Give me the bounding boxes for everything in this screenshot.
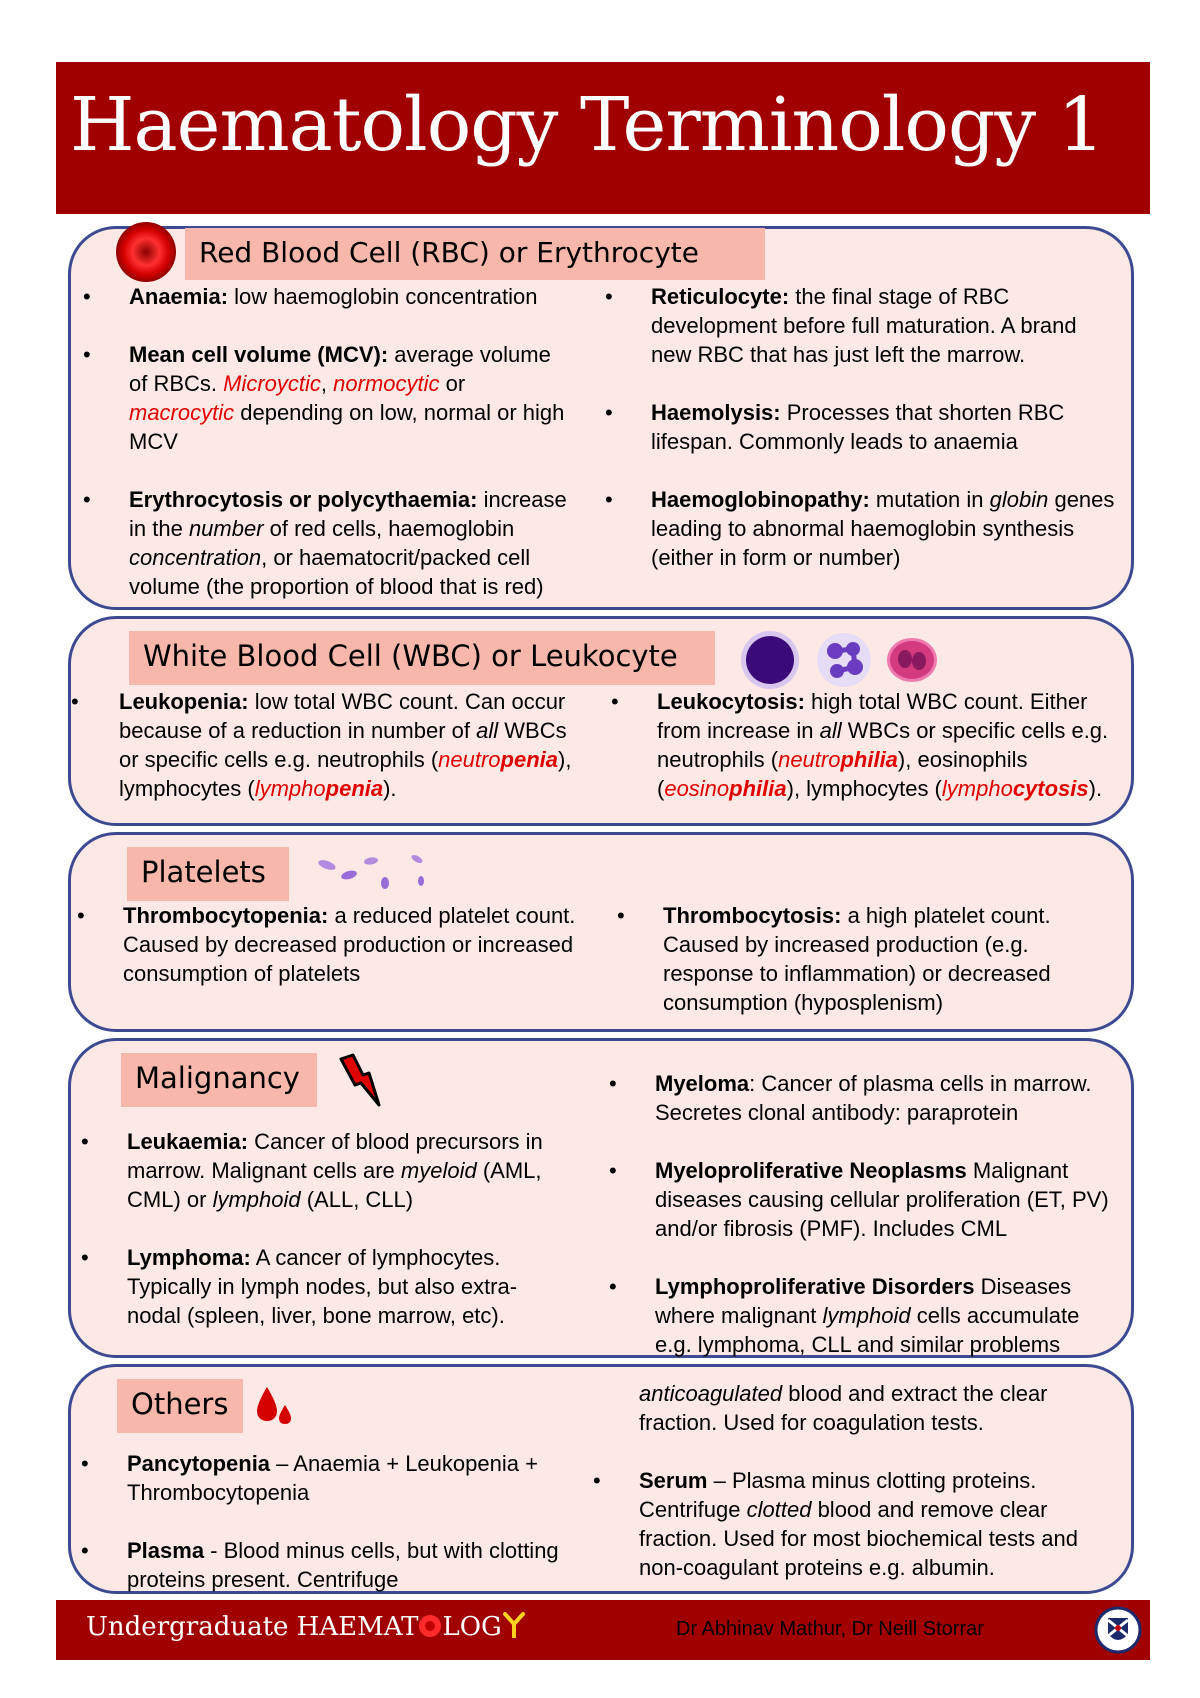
platelets-heading: Platelets (127, 847, 289, 901)
lightning-bolt-icon (337, 1053, 383, 1109)
others-left-column (127, 1449, 577, 1594)
wbc-panel (68, 616, 1134, 826)
platelets-panel (68, 832, 1134, 1032)
footer-brand: Undergraduate HAEMAT LOG (86, 1612, 526, 1642)
rbc-panel (68, 226, 1134, 610)
wbc-right-column (657, 687, 1127, 803)
list-item: • Thrombocytosis: a high platelet count. Caused by increased production (e.g. response to inflammation) or decreased consumption (hyposplenism) (663, 901, 1103, 1017)
list-item: • Anaemia: low haemoglobin concentration (129, 282, 569, 311)
others-panel (68, 1364, 1134, 1594)
platelets-right-column (663, 901, 1103, 1017)
malignancy-panel (68, 1038, 1134, 1358)
page-title: Haematology Terminology 1 (70, 82, 1104, 168)
list-item: • Leukaemia: Cancer of blood precursors in marrow. Malignant cells are myeloid (AML, CML) or lymphoid (ALL, CLL) (127, 1127, 567, 1214)
list-item: • Plasma - Blood minus cells, but with clotting proteins present. Centrifuge (127, 1536, 577, 1594)
list-item: • Lymphoproliferative Disorders Diseases where malignant lymphoid cells accumulate e.g. lymphoma, CLL and similar problems (655, 1272, 1115, 1359)
neutrophil-icon (815, 631, 873, 689)
list-item: • Erythrocytosis or polycythaemia: increase in the number of red cells, haemoglobin concentration, or haematocrit/packed cell volume (the proportion of blood that is red) (129, 485, 569, 601)
list-item: • Myeloma: Cancer of plasma cells in marrow. Secretes clonal antibody: paraprotein (655, 1069, 1115, 1127)
list-item: • Leukocytosis: high total WBC count. Either from increase in all WBCs or specific cells e.g. neutrophils (neutrophilia), eosinophils (eosinophilia), lymphocytes (lymphocytosis). (657, 687, 1127, 803)
others-heading: Others (117, 1379, 243, 1433)
blood-drops-icon (255, 1383, 295, 1427)
list-item: • Haemolysis: Processes that shorten RBC lifespan. Commonly leads to anaemia (651, 398, 1121, 456)
list-item: • Reticulocyte: the final stage of RBC development before full maturation. A brand new RBC that has just left the marrow. (651, 282, 1121, 369)
antibody-icon (502, 1612, 526, 1638)
rbc-left-column (129, 282, 569, 601)
list-item: • Lymphoma: A cancer of lymphocytes. Typically in lymph nodes, but also extra-nodal (spleen, liver, bone marrow, etc). (127, 1243, 567, 1330)
platelets-icon (313, 849, 433, 899)
malignancy-left-column (127, 1127, 567, 1330)
list-item: • Thrombocytopenia: a reduced platelet count. Caused by decreased production or increased consumption of platelets (123, 901, 583, 988)
list-item: • Leukopenia: low total WBC count. Can occur because of a reduction in number of all WBCs or specific cells e.g. neutrophils (neutropenia), lymphocytes (lymphopenia). (119, 687, 589, 803)
malignancy-heading: Malignancy (121, 1053, 317, 1107)
wbc-heading: White Blood Cell (WBC) or Leukocyte (129, 631, 715, 685)
list-item: • Pancytopenia – Anaemia + Leukopenia + Thrombocytopenia (127, 1449, 577, 1507)
rbc-right-column (651, 282, 1121, 572)
rbc-heading: Red Blood Cell (RBC) or Erythrocyte (185, 228, 765, 280)
wbc-left-column (119, 687, 589, 803)
title-banner (56, 62, 1150, 214)
malignancy-right-column (655, 1069, 1115, 1359)
list-item: • Mean cell volume (MCV): average volume of RBCs. Microyctic, normocytic or macrocytic depending on low, normal or high MCV (129, 340, 569, 456)
red-blood-cell-icon (418, 1614, 442, 1638)
footer-authors: Dr Abhinav Mathur, Dr Neill Storrar (676, 1618, 984, 1640)
list-item: • Myeloproliferative Neoplasms Malignant diseases causing cellular proliferation (ET, PV) and/or fibrosis (PMF). Includes CML (655, 1156, 1115, 1243)
lymphocyte-icon (739, 629, 801, 691)
eosinophil-icon (885, 635, 939, 685)
others-right-column (639, 1379, 1099, 1582)
list-item: • Haemoglobinopathy: mutation in globin genes leading to abnormal haemoglobin synthesis (either in form or number) (651, 485, 1121, 572)
university-crest-icon (1094, 1606, 1142, 1654)
platelets-left-column (123, 901, 583, 988)
red-blood-cell-icon (113, 219, 179, 285)
plasma-continuation-text: anticoagulated blood and extract the clear fraction. Used for coagulation tests. (639, 1381, 1048, 1435)
footer-bar (56, 1600, 1150, 1660)
list-item: • Serum – Plasma minus clotting proteins. Centrifuge clotted blood and remove clear fraction. Used for most biochemical tests and non-coagulant proteins e.g. albumin. (639, 1466, 1099, 1582)
